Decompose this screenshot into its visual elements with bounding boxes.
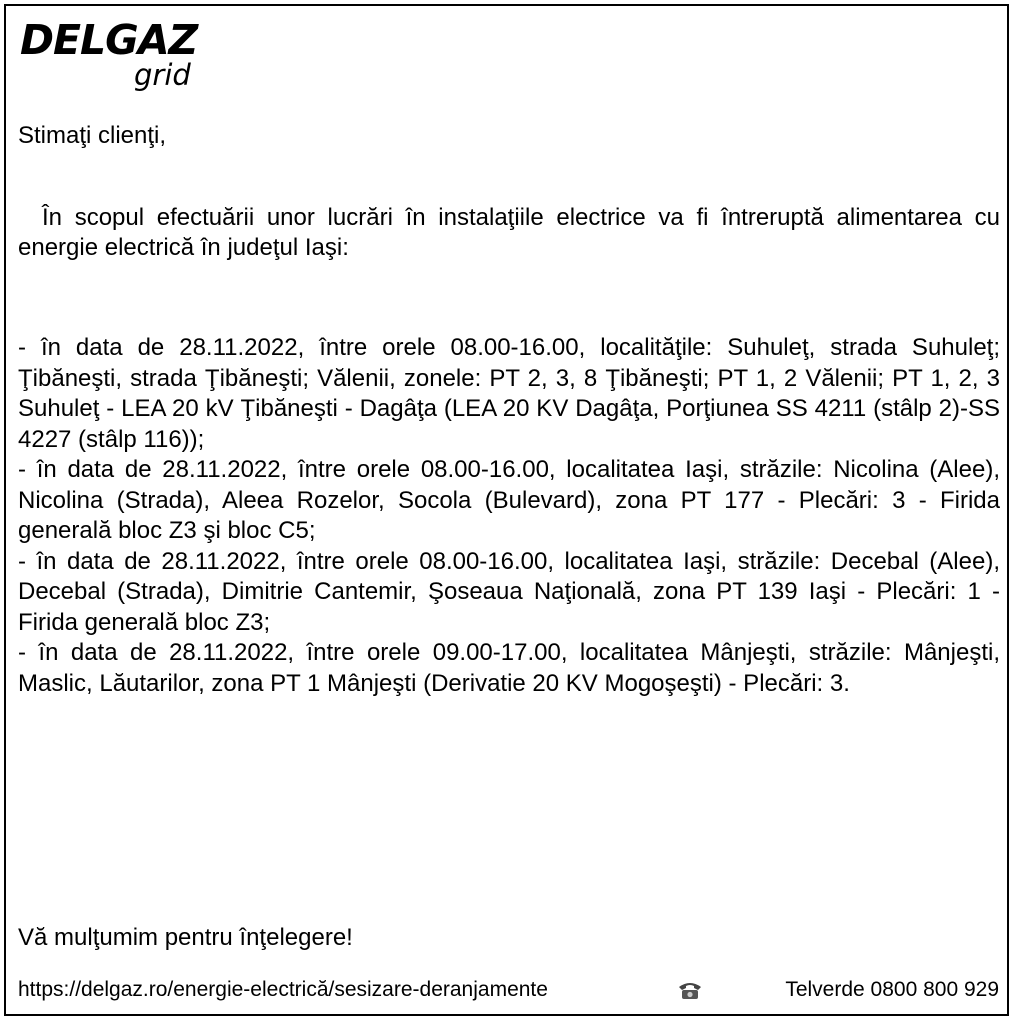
- outage-item: - în data de 28.11.2022, între orele 08.00-16.00, localitatea Iaşi, străzile: Decebal (Alee), Decebal (Strada), Dimitrie Cantemir, Şoseaua Naţională, zona PT 139 Iaşi - Plecări: 1 - Firida generală bloc Z3;: [18, 547, 1000, 636]
- logo-subtitle: grid: [134, 58, 191, 92]
- intro-paragraph: În scopul efectuării unor lucrări în instalaţiile electrice va fi întreruptă alimentarea cu energie electrică în judeţul Iaşi:: [18, 204, 1000, 261]
- footer: [18, 975, 999, 1005]
- outage-item: - în data de 28.11.2022, între orele 09.00-17.00, localitatea Mânjeşti, străzile: Mânjeşti, Maslic, Lăutarilor, zona PT 1 Mânjeşti (Derivatie 20 KV Mogoşeşti) - Plecări: 3.: [18, 639, 1000, 697]
- outage-item: - în data de 28.11.2022, între orele 08.00-16.00, localitatea Iaşi, străzile: Nicolina (Alee), Nicolina (Strada), Aleea Rozelor, Socola (Bulevard), zona PT 177 - Plecări: 3 - Firida generală bloc Z3 şi bloc C5;: [18, 456, 1000, 544]
- hotline-number: Telverde 0800 800 929: [785, 978, 999, 1001]
- delgaz-grid-logo: [20, 18, 220, 98]
- greeting: Stimaţi clienţi,: [18, 122, 167, 149]
- outage-item: - în data de 28.11.2022, între orele 08.00-16.00, localităţile: Suhuleţ, strada Suhuleţ; Ţibăneşti, strada Ţibăneşti; Vălenii, zonele: PT 2, 3, 8 Ţibăneşti; PT 1, 2 Vălenii; PT 1, 2, 3 Suhuleţ - LEA 20 kV Ţibăneşti - Dagâţa (LEA 20 KV Dagâţa, Porţiunea SS 4211 (stâlp 2)-SS 4227 (stâlp 116));: [18, 334, 1000, 453]
- report-link[interactable]: https://delgaz.ro/energie-electrică/sesizare-deranjamente: [18, 978, 548, 1001]
- closing-line: Vă mulţumim pentru înţelegere!: [18, 924, 353, 951]
- telephone-icon: [677, 979, 703, 1001]
- logo-brand: DELGAZ: [20, 16, 198, 64]
- outage-list: [18, 333, 1000, 699]
